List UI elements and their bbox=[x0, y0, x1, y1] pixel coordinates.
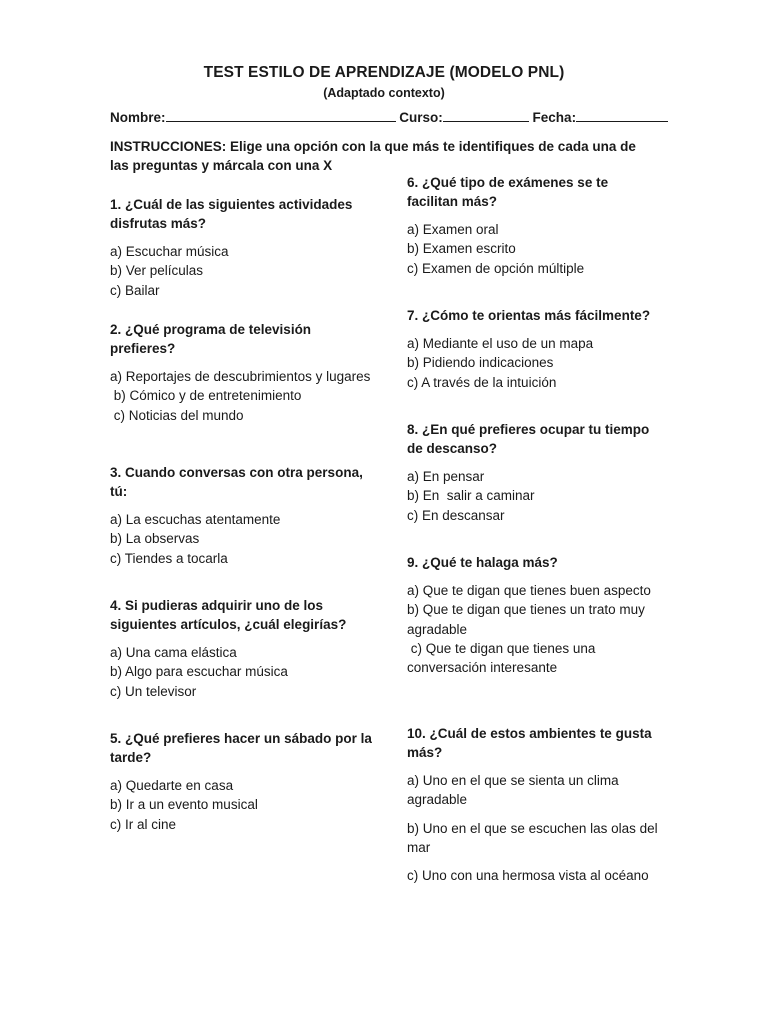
course-blank bbox=[443, 109, 529, 122]
option-c: c) Bailar bbox=[110, 282, 160, 298]
question-4 bbox=[110, 596, 372, 701]
document-title: TEST ESTILO DE APRENDIZAJE (MODELO PNL) bbox=[203, 64, 565, 81]
option-a: a) Examen oral bbox=[407, 222, 499, 237]
option-c: c) Tiendes a tocarla bbox=[110, 550, 228, 566]
name-blank bbox=[166, 109, 396, 122]
document-subtitle: (Adaptado contexto) bbox=[323, 86, 445, 100]
option-b: b) Algo para escuchar música bbox=[110, 664, 288, 680]
option-a: a) Reportajes de descubrimientos y lugares bbox=[110, 369, 371, 384]
option-c: c) Que te digan que tienes una conversación interesante bbox=[407, 640, 600, 676]
question-8 bbox=[407, 420, 662, 525]
question-text: 7. ¿Cómo te orientas más fácilmente? bbox=[407, 308, 651, 323]
option-b: b) Pidiendo indicaciones bbox=[407, 355, 554, 371]
option-a: a) En pensar bbox=[407, 469, 485, 484]
question-text: 4. Si pudieras adquirir uno de los siguientes artículos, ¿cuál elegirías? bbox=[110, 598, 347, 632]
option-c: c) Examen de opción múltiple bbox=[407, 260, 585, 276]
option-b: b) Cómico y de entretenimiento bbox=[110, 388, 302, 404]
question-text: 9. ¿Qué te halaga más? bbox=[407, 555, 558, 570]
question-5 bbox=[110, 729, 372, 834]
option-b: b) Ir a un evento musical bbox=[110, 797, 258, 813]
option-a: a) Una cama elástica bbox=[110, 645, 237, 660]
option-b: b) La observas bbox=[110, 531, 200, 547]
option-a: a) Que te digan que tienes buen aspecto bbox=[407, 583, 651, 598]
option-c: c) Noticias del mundo bbox=[110, 407, 244, 423]
name-label: Nombre: bbox=[110, 110, 166, 125]
option-c: c) Un televisor bbox=[110, 683, 197, 699]
date-blank bbox=[576, 109, 668, 122]
instructions: INSTRUCCIONES: Elige una opción con la que más te identifiques de cada una de las preguntas y márcala con una X bbox=[110, 139, 636, 173]
question-6 bbox=[407, 173, 662, 278]
question-text: 6. ¿Qué tipo de exámenes se te facilitan más? bbox=[407, 175, 609, 209]
date-label: Fecha: bbox=[532, 110, 577, 125]
question-10 bbox=[407, 724, 662, 885]
question-3 bbox=[110, 463, 372, 568]
option-c: c) A través de la intuición bbox=[407, 374, 557, 390]
option-a: a) Uno en el que se sienta un clima agradable bbox=[407, 773, 619, 808]
option-a: a) La escuchas atentamente bbox=[110, 512, 281, 527]
option-c: c) En descansar bbox=[407, 507, 505, 523]
option-a: a) Escuchar música bbox=[110, 244, 229, 259]
question-text: 5. ¿Qué prefieres hacer un sábado por la tarde? bbox=[110, 731, 372, 765]
course-label: Curso: bbox=[399, 110, 443, 125]
question-text: 2. ¿Qué programa de televisión prefieres? bbox=[110, 322, 312, 356]
option-b: b) Uno en el que se escuchen las olas del mar bbox=[407, 820, 658, 855]
question-1 bbox=[110, 195, 372, 300]
question-7 bbox=[407, 306, 662, 392]
option-c: c) Uno con una hermosa vista al océano bbox=[407, 868, 649, 884]
question-2 bbox=[110, 320, 372, 425]
option-b: b) Que te digan que tienes un trato muy agradable bbox=[407, 602, 645, 637]
question-text: 1. ¿Cuál de las siguientes actividades disfrutas más? bbox=[110, 197, 353, 231]
question-text: 8. ¿En qué prefieres ocupar tu tiempo de descanso? bbox=[407, 422, 650, 456]
question-text: 3. Cuando conversas con otra persona, tú: bbox=[110, 465, 363, 499]
option-a: a) Mediante el uso de un mapa bbox=[407, 336, 594, 351]
option-b: b) En salir a caminar bbox=[407, 488, 535, 504]
question-text: 10. ¿Cuál de estos ambientes te gusta más? bbox=[407, 726, 652, 760]
student-fields bbox=[110, 109, 670, 125]
option-c: c) Ir al cine bbox=[110, 816, 177, 832]
option-a: a) Quedarte en casa bbox=[110, 778, 234, 793]
option-b: b) Examen escrito bbox=[407, 241, 516, 257]
option-b: b) Ver películas bbox=[110, 263, 204, 279]
question-9 bbox=[407, 553, 662, 677]
